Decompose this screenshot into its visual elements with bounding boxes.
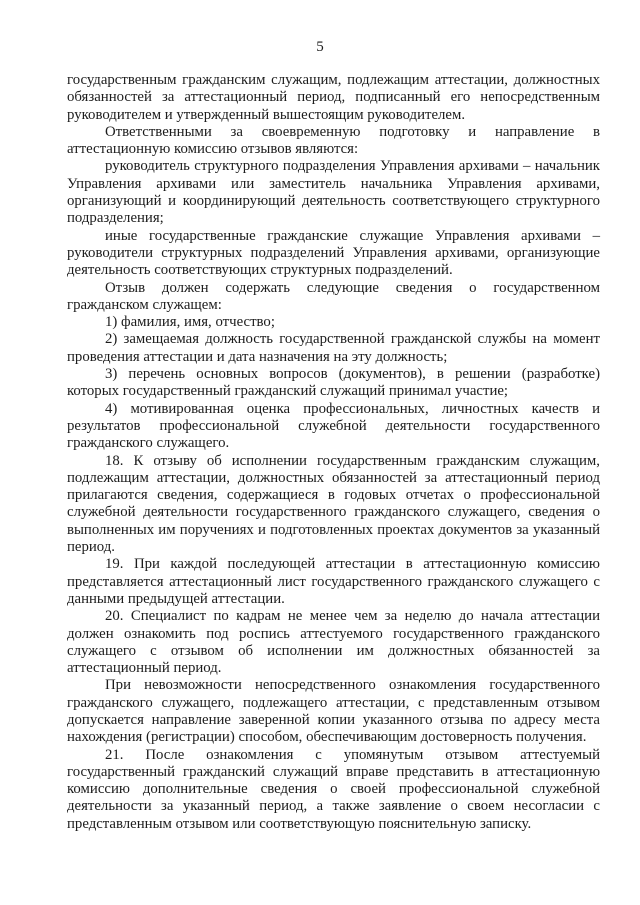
clause-19: 19. При каждой последующей аттестации в аттестационную комиссию представляется аттестационный лист государственного гражданского служащего с данными предыдущей аттестации. bbox=[67, 556, 600, 607]
clause-18: 18. К отзыву об исполнении государственным гражданским служащим, подлежащим аттестации, должностных обязанностей за аттестационный период прилагаются сведения, содержащиеся в годовых отчетах о профессиональной служебной деятельности государственного гражданского служащего, сведения о выполненных им поручениях и подготовленных проектах документов за указанный период. bbox=[67, 452, 600, 556]
list-item-1: 1) фамилия, имя, отчество; bbox=[105, 314, 275, 331]
clause-20: 20. Специалист по кадрам не менее чем за неделю до начала аттестации должен ознакомить под роспись аттестуемого государственного гражданского служащего с отзывом об исполнении им должностных обязанностей за аттестационный период. bbox=[67, 608, 600, 677]
paragraph-review-contents: Отзыв должен содержать следующие сведения о государственном гражданском служащем: bbox=[67, 279, 600, 313]
document-body bbox=[67, 72, 600, 833]
page-number: 5 bbox=[316, 39, 324, 55]
paragraph-copy-delivery: При невозможности непосредственного ознакомления государственного гражданского служащего, подлежащего аттестации, с представленным отзывом допускается направление заверенной копии указанного отзыва по адресу места нахождения (регистрации) способом, обеспечивающим достоверность получения. bbox=[67, 677, 600, 746]
paragraph-continuation: государственным гражданским служащим, подлежащим аттестации, должностных обязанностей за аттестационный период, подписанный его непосредственным руководителем и утвержденный вышестоящим руководителем. bbox=[67, 72, 600, 123]
clause-21: 21. После ознакомления с упомянутым отзывом аттестуемый государственный гражданский служащий вправе представить в аттестационную комиссию дополнительные сведения о своей профессиональной служебной деятельности за указанный период, а также заявление о своем несогласии с представленным отзывом или соответствующую пояснительную записку. bbox=[67, 746, 600, 832]
list-item-3: 3) перечень основных вопросов (документов), в решении (разработке) которых государственный гражданский служащий принимал участие; bbox=[67, 366, 600, 400]
list-item-2: 2) замещаемая должность государственной гражданской службы на момент проведения аттестации и дата назначения на эту должность; bbox=[67, 331, 600, 365]
paragraph-responsible-persons: Ответственными за своевременную подготовку и направление в аттестационную комиссию отзывов являются: bbox=[67, 123, 600, 158]
list-item-4: 4) мотивированная оценка профессиональных, личностных качеств и результатов профессиональной служебной деятельности государственного гражданского служащего. bbox=[67, 400, 600, 452]
paragraph-department-head: руководитель структурного подразделения Управления архивами – начальник Управления архивами или заместитель начальника Управления архивами, организующий и координирующий деятельность соответствующего структурного подразделения; bbox=[67, 158, 600, 227]
paragraph-other-servants: иные государственные гражданские служащие Управления архивами – руководители структурных подразделений Управления архивами, организующие деятельность соответствующих структурных подразделений. bbox=[67, 227, 600, 279]
